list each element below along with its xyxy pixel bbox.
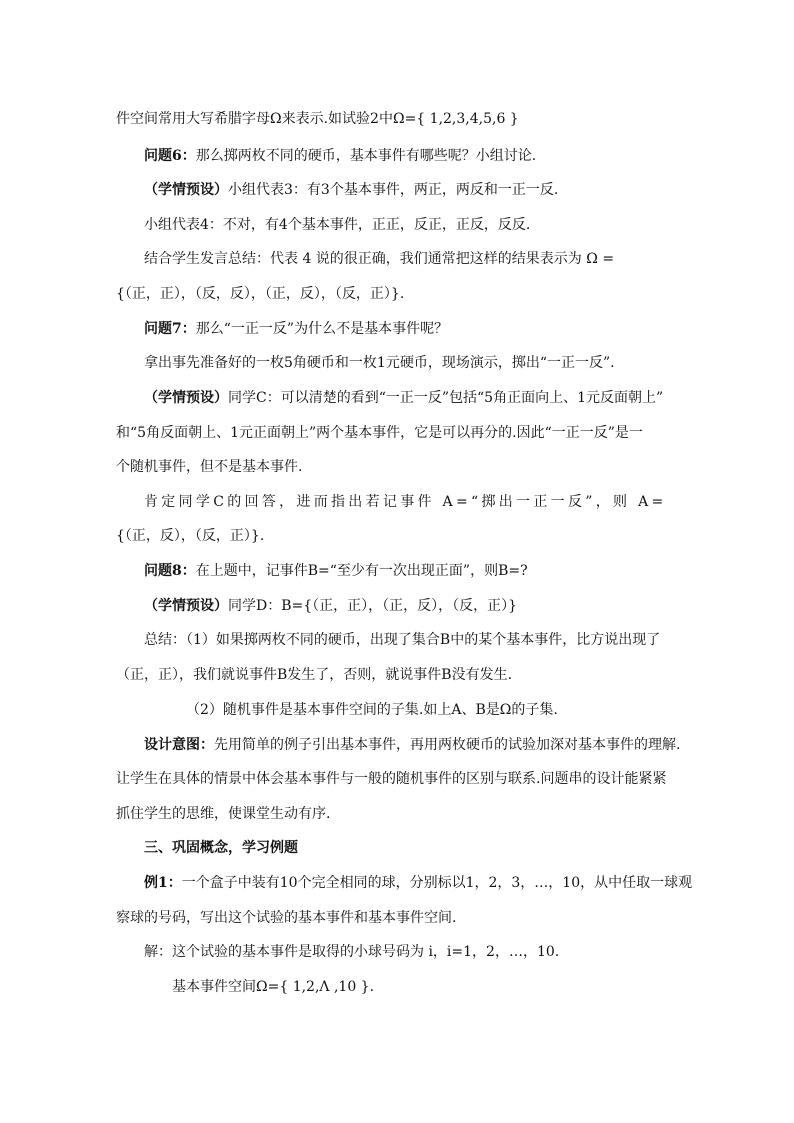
preset-text: 同学C：可以清楚的看到“一正一反”包括“5角正面向上、1元反面朝上” <box>228 390 664 406</box>
example-label: 例1： <box>144 875 182 891</box>
question-label: 问题7： <box>144 321 196 337</box>
preset-label: （学情预设） <box>144 182 228 198</box>
omega-set: {（正，正），（反，反），（正，反），（反，正）}. <box>116 286 405 302</box>
question-6 <box>144 146 536 166</box>
summary-line: 总结：（1）如果掷两枚不同的硬币，出现了集合B中的某个基本事件，比方说出现了 <box>144 632 661 648</box>
preset-label: （学情预设） <box>144 598 228 614</box>
student-preset-2 <box>144 388 663 408</box>
solution-line: 解：这个试验的基本事件是取得的小球号码为 i，i=1，2，…，10. <box>144 944 560 960</box>
design-text: 先用简单的例子引出基本事件，再用两枚硬币的试验加深对基本事件的理解. <box>214 737 681 753</box>
text-line: 让学生在具体的情景中体会基本事件与一般的随机事件的区别与联系.问题串的设计能紧紧 <box>116 771 667 787</box>
preset-text: 小组代表3：有3个基本事件，两正，两反和一正一反. <box>228 182 559 198</box>
question-8 <box>144 561 528 581</box>
example-1 <box>144 873 692 893</box>
question-label: 问题6： <box>144 148 196 164</box>
text-line: 抓住学生的思维，使课堂生动有序. <box>116 806 331 822</box>
question-text: 在上题中，记事件B=“至少有一次出现正面”，则B=? <box>195 563 528 579</box>
text-line: 拿出事先准备好的一枚5角硬币和一枚1元硬币，现场演示，掷出“一正一反”. <box>144 355 615 371</box>
sample-space-line: 基本事件空间Ω={ 1,2,Λ ,10 }. <box>172 979 375 995</box>
event-a-set: {（正，反），（反，正）}. <box>116 528 265 544</box>
text-line: 肯定同学C的回答，进而指出若记事件 A=“掷出一正一反”，则 A= <box>144 494 667 510</box>
summary-line: （正，正），我们就说事件B发生了，否则，就说事件B没有发生. <box>116 667 513 683</box>
design-label: 设计意图： <box>144 737 214 753</box>
student-preset-1 <box>144 180 558 200</box>
question-text: 那么掷两枚不同的硬币，基本事件有哪些呢？小组讨论. <box>195 148 537 164</box>
summary-line: （2）随机事件是基本事件空间的子集.如上A、B是Ω的子集. <box>186 702 558 718</box>
question-label: 问题8： <box>144 563 196 579</box>
preset-label: （学情预设） <box>144 390 228 406</box>
text-line: 察球的号码，写出这个试验的基本事件和基本事件空间. <box>116 910 457 926</box>
text-line: 小组代表4：不对，有4个基本事件，正正，反正，正反，反反. <box>144 217 531 233</box>
preset-text: 同学D：B={（正，正），（正，反），（反，正）} <box>228 598 518 614</box>
question-text: 那么“一正一反”为什么不是基本事件呢？ <box>195 321 449 337</box>
student-preset-3 <box>144 596 517 616</box>
text-line: 件空间常用大写希腊字母Ω来表示.如试验2中Ω={ 1,2,3,4,5,6 } <box>116 111 519 127</box>
example-text: 一个盒子中装有10个完全相同的球，分别标以1，2，3，…，10，从中任取一球观 <box>181 875 693 891</box>
summary-line-1: 结合学生发言总结：代表 4 说的很正确，我们通常把这样的结果表示为 Ω = <box>144 251 615 267</box>
section-heading: 三、巩固概念，学习例题 <box>144 840 298 856</box>
design-intent <box>144 735 680 755</box>
question-7 <box>144 319 448 339</box>
text-line: 个随机事件，但不是基本事件. <box>116 459 303 475</box>
text-line: 和“5角反面朝上、1元正面朝上”两个基本事件，它是可以再分的.因此“一正一反”是一 <box>116 425 643 441</box>
